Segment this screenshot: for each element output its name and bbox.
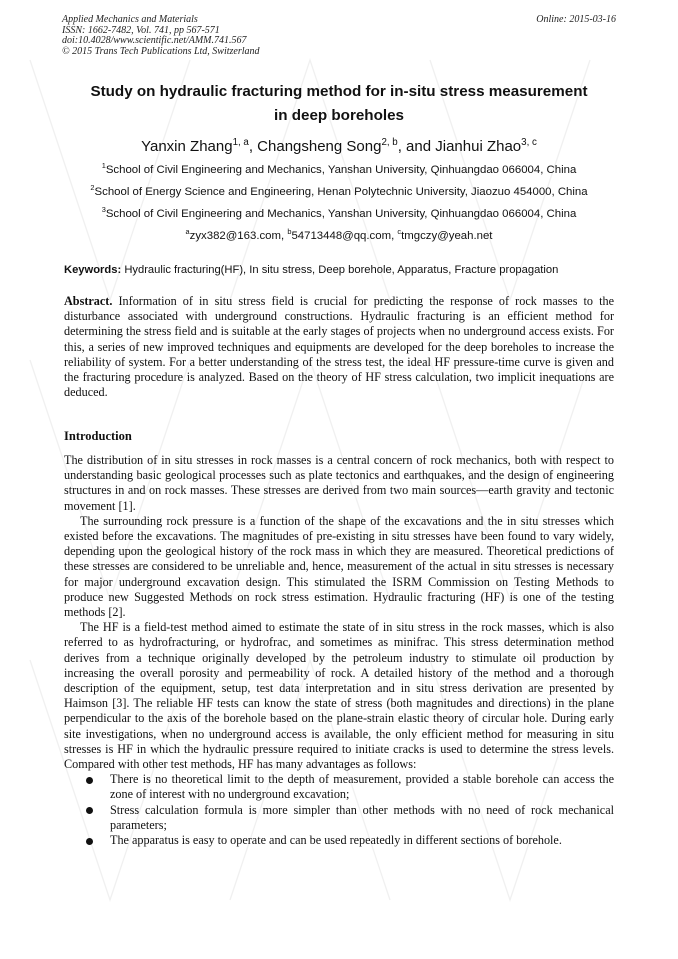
keywords-text: Hydraulic fracturing(HF), In situ stress, Deep borehole, Apparatus, Fracture propagation (124, 264, 559, 276)
affiliation-1: $^1$School of Civil Engineering and Mechanics, Yanshan University, Qinhuangdao 066004, China (101, 161, 577, 176)
author: Yanxin Zhang$^{1, a}$, (141, 137, 258, 155)
affiliation-3: $^3$School of Civil Engineering and Mechanics, Yanshan University, Qinhuangdao 066004, China (101, 205, 577, 220)
email-link[interactable]: 54713448@qq.com (291, 230, 392, 242)
list-item: The apparatus is easy to operate and can be used repeatedly in different sections of borehole. (64, 833, 614, 848)
copyright-line: © 2015 Trans Tech Publications Ltd, Switzerland (62, 45, 260, 57)
section-heading: Introduction (64, 429, 132, 443)
online-date: Online: 2015-03-16 (536, 14, 616, 25)
email-link[interactable]: zyx382@163.com (189, 230, 281, 242)
bullet-icon (86, 807, 93, 814)
affiliation-2: $^2$School of Energy Science and Engineering, Henan Polytechnic University, Jiaozuo 454000, China (90, 183, 588, 198)
abstract-label: Abstract. (64, 294, 113, 308)
journal-header (62, 15, 616, 57)
author-list (20, 138, 658, 155)
keywords (64, 264, 624, 276)
abstract (64, 294, 614, 400)
advantages-list (64, 772, 614, 848)
list-item: There is no theoretical limit to the depth of measurement, provided a stable borehole can access the zone of interest with no underground excavation; (64, 772, 614, 802)
keywords-label: Keywords: (64, 264, 122, 276)
abstract-text: Information of in situ stress field is crucial for predicting the response of rock masses to the disturbance associated with underground constructions. Hydraulic fracturing is an efficient method for determining the stress field and is suitable at the early stages of projects when no underground access exists. For this, a series of new improved techniques and equipments are developed for the deep boreholes to increase the reliability of system. For a better understanding of the stress test, the ideal HF pressure-time curve is given and the fracturing procedure is analyzed. Based on the theory of HF stress calculation, two implicit inequations are deduced. (64, 294, 614, 400)
paragraph: The distribution of in situ stresses in rock masses is a central concern of rock mechanics, both with respect to understanding basic geological processes such as plate tectonics and earthquakes, and the design of engineering structures in and on rock masses. These stresses are derived from two main sources—earth gravity and tectonic movement [1]. (64, 453, 614, 513)
introduction-body (64, 453, 614, 848)
issn-line: ISSN: 1662-7482, Vol. 741, pp 567-571 (62, 24, 220, 36)
paper-title (40, 80, 638, 128)
bullet-icon (86, 838, 93, 845)
doi-line: doi:10.4028/www.scientific.net/AMM.741.567 (62, 35, 247, 46)
author: Changsheng Song$^{2, b}$, and (257, 137, 436, 155)
paragraph: The HF is a field-test method aimed to estimate the state of in situ stress in the rock masses, which is also referred to as hydrofracturing, or hydrofrac, and sometimes as minifrac. This stress determination method derives from a technique originally developed by the petroleum industry to stimulate oil production by increasing the overall porosity and permeability of rock. A detailed history of the method and a thorough description of the equipment, setup, test data interpretation and in situ stress derivation are presented by Haimson [3]. The reliable HF tests can know the state of stress (both magnitudes and directions) in the plane perpendicular to the axis of the borehole based on the plane-strain elastic theory of circular hole. During early site investigations, when no underground access is available, the only efficient method for measuring in situ stresses is HF in which the hydraulic pressure required to initiate cracks is used to determine the stress levels. Compared with other test methods, HF has many advantages as follows: (64, 620, 614, 772)
list-item: Stress calculation formula is more simpler than other methods with no need of rock mechanical parameters; (64, 803, 614, 833)
email-line: $^a$zyx382@163.com, $^b$54713448@qq.com, $^c$tmgczy@yeah.net (185, 227, 493, 242)
journal-name: Applied Mechanics and Materials (62, 14, 198, 25)
paragraph: The surrounding rock pressure is a function of the shape of the excavations and the in situ stresses which existed before the excavations. The magnitudes of pre-existing in situ stresses have been found to vary widely, depending upon the geological history of the rock mass in which they are measured. Theoretical predictions of these stresses are considered to be unreliable and, hence, measurement of the actual in situ stresses is necessary for major underground excavation design. This stimulated the ISRM Commission on Testing Methods to produce new Suggested Methods on rock stress estimation. Hydraulic fracturing (HF) is one of the testing methods [2]. (64, 513, 614, 620)
title-line-1: Study on hydraulic fracturing method for in-situ stress measurement (90, 83, 588, 100)
title-line-2: in deep boreholes (274, 107, 404, 124)
bullet-icon (86, 777, 93, 784)
author: Jianhui Zhao$^{3, c}$ (435, 137, 537, 155)
email-link[interactable]: tmgczy@yeah.net (401, 230, 493, 242)
